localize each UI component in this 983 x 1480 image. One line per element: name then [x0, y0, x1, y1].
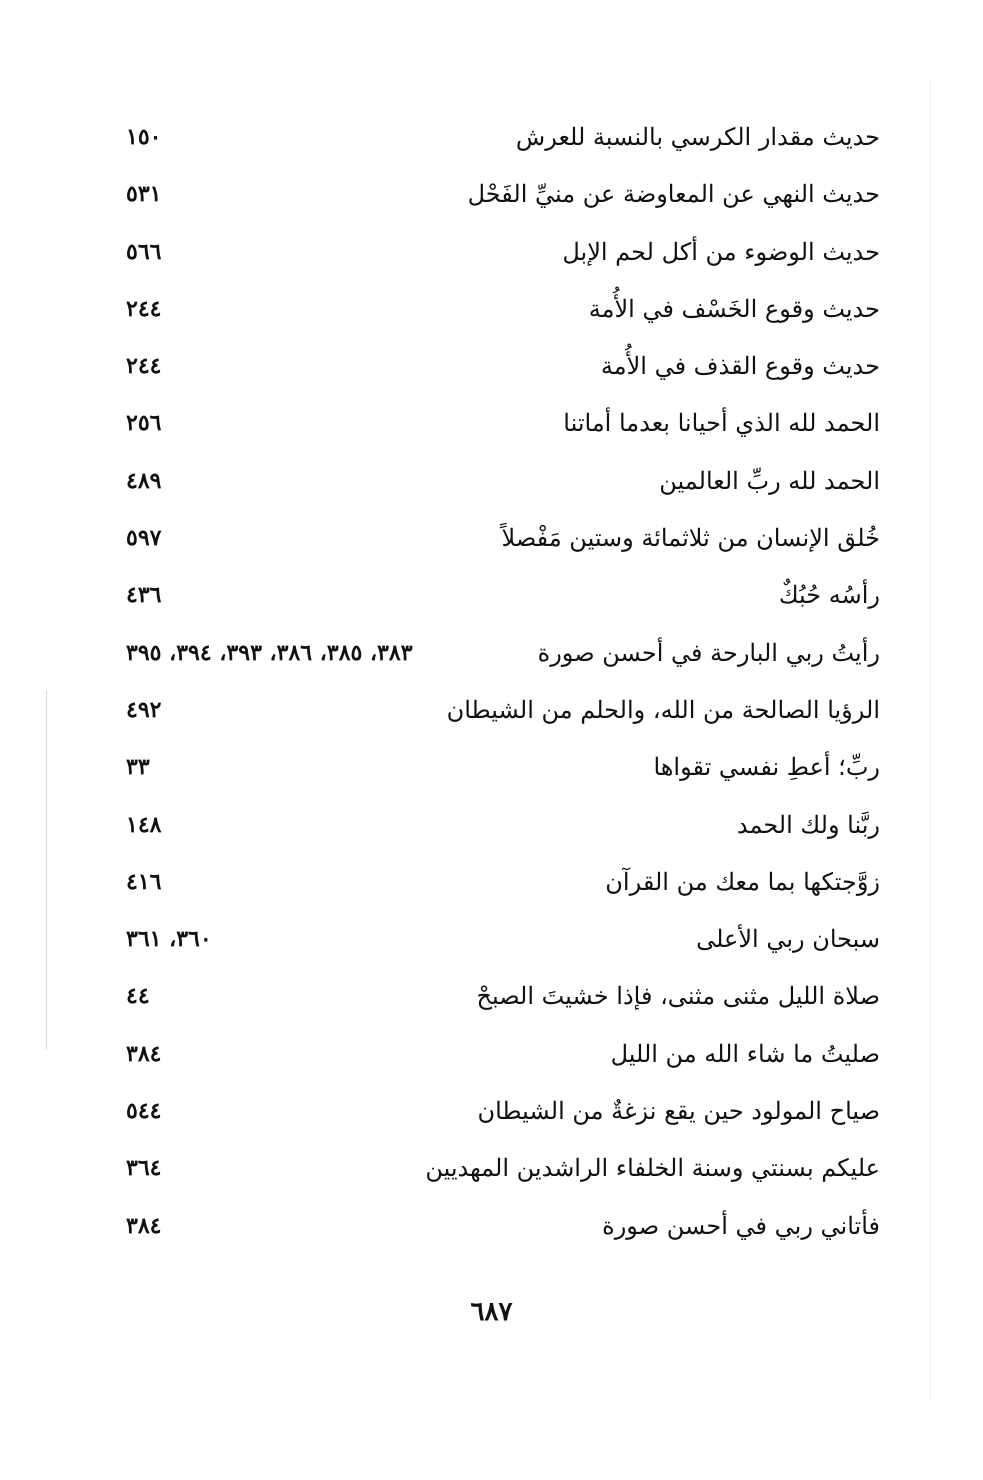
entry-page-refs: ٣٦٤ — [126, 1155, 162, 1182]
page-number: ٦٨٧ — [470, 1297, 513, 1327]
index-entry — [118, 742, 880, 799]
index-entry — [118, 227, 880, 284]
entry-page-refs: ٤٣٦ — [126, 582, 162, 609]
index-entry — [118, 914, 880, 971]
entry-page-refs: ٣٦٠، ٣٦١ — [126, 926, 212, 953]
entry-page-refs: ٢٥٦ — [126, 410, 162, 437]
index-entry — [118, 971, 880, 1028]
index-entry — [118, 398, 880, 455]
scan-artifact-line — [930, 80, 931, 1400]
entry-page-refs: ٣٨٤ — [126, 1212, 162, 1239]
entry-text: خُلق الإنسان من ثلاثمائة وستين مَفْصلاً — [501, 524, 880, 553]
entry-text: حديث الوضوء من أكل لحم الإبل — [562, 237, 880, 266]
entry-text: الحمد لله ربِّ العالمين — [659, 466, 880, 495]
index-entry — [118, 800, 880, 857]
index-entry — [118, 570, 880, 627]
index-entry — [118, 857, 880, 914]
index-entry — [118, 513, 880, 570]
entry-text: ربِّ؛ أعطِ نفسي تقواها — [653, 753, 880, 782]
entry-text: حديث مقدار الكرسي بالنسبة للعرش — [515, 123, 880, 151]
entry-text: عليكم بسنتي وسنة الخلفاء الراشدين المهديين — [425, 1154, 880, 1183]
entry-text: ربَّنا ولك الحمد — [736, 810, 880, 839]
entry-text: رأسُه حُبُكٌ — [778, 581, 880, 610]
entry-page-refs: ٣٣ — [126, 754, 150, 781]
entry-page-refs: ٣٨٣، ٣٨٥، ٣٨٦، ٣٩٣، ٣٩٤، ٣٩٥ — [126, 639, 413, 666]
entry-page-refs: ٥٣١ — [126, 181, 162, 208]
index-entry — [118, 169, 880, 226]
entry-text: صلاة الليل مثنى مثنى، فإذا خشيتَ الصبحْ — [476, 982, 880, 1011]
hadith-index-list — [118, 112, 880, 1258]
entry-page-refs: ٣٨٤ — [126, 1040, 162, 1067]
entry-text: صليتُ ما شاء الله من الليل — [610, 1039, 880, 1068]
entry-text: حديث وقوع الخَسْف في الأُمة — [588, 294, 880, 323]
index-entry — [118, 1143, 880, 1200]
entry-page-refs: ٥٦٦ — [126, 238, 162, 265]
entry-page-refs: ٤١٦ — [126, 868, 162, 895]
index-entry — [118, 1029, 880, 1086]
index-entry — [118, 456, 880, 513]
entry-page-refs: ٢٤٤ — [126, 295, 162, 322]
entry-page-refs: ٤٨٩ — [126, 467, 162, 494]
entry-text: سبحان ربي الأعلى — [696, 925, 880, 954]
index-entry — [118, 1201, 880, 1258]
entry-text: الرؤيا الصالحة من الله، والحلم من الشيطان — [446, 695, 880, 724]
entry-page-refs: ٥٤٤ — [126, 1098, 162, 1125]
entry-text: حديث وقوع القذف في الأُمة — [600, 352, 880, 381]
index-entry — [118, 685, 880, 742]
entry-text: زوَّجتكها بما معك من القرآن — [605, 867, 880, 896]
entry-page-refs: ٥٩٧ — [126, 525, 162, 552]
index-entry — [118, 1086, 880, 1143]
entry-page-refs: ١٥٠ — [126, 124, 162, 150]
entry-text: صياح المولود حين يقع نزغةٌ من الشيطان — [477, 1097, 880, 1126]
entry-text: حديث النهي عن المعاوضة عن منيِّ الفَحْل — [467, 180, 880, 209]
entry-page-refs: ٤٩٢ — [126, 696, 162, 723]
index-entry — [118, 341, 880, 398]
entry-page-refs: ١٤٨ — [126, 811, 162, 838]
entry-text: رأيتُ ربي البارحة في أحسن صورة — [537, 638, 880, 667]
entry-page-refs: ٢٤٤ — [126, 353, 162, 380]
index-entry — [118, 112, 880, 169]
index-entry — [118, 284, 880, 341]
entry-page-refs: ٤٤ — [126, 983, 150, 1010]
entry-text: فأتاني ربي في أحسن صورة — [602, 1211, 880, 1240]
index-entry — [118, 628, 880, 685]
scan-artifact-line — [46, 690, 47, 1050]
entry-text: الحمد لله الذي أحيانا بعدما أماتنا — [563, 409, 880, 438]
